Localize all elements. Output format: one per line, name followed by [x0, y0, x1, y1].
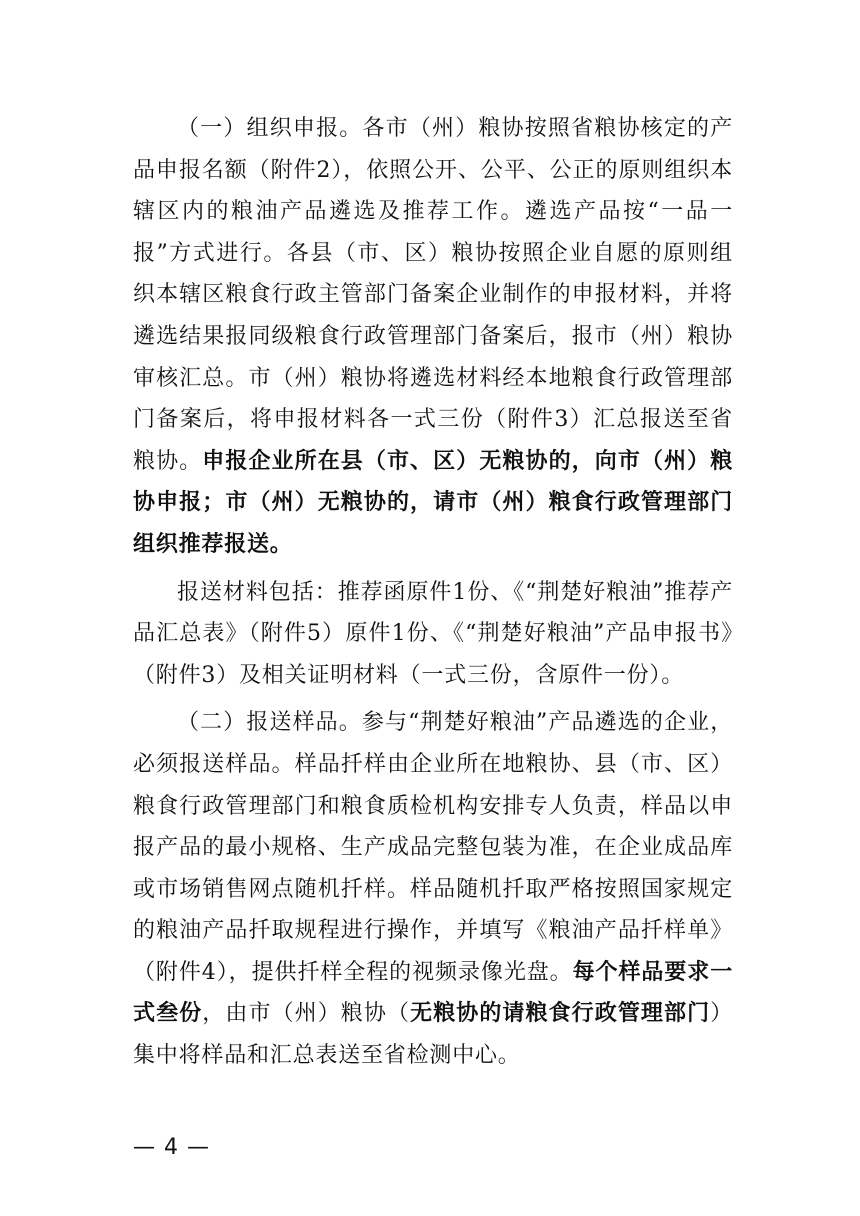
page-number: — 4 — — [133, 1135, 210, 1160]
paragraph-submission-materials — [133, 572, 733, 697]
paragraph-text: （一）组织申报。各市（州）粮协按照省粮协核定的产品申报名额（附件2），依照公开、公平、公正的原则组织本辖区内的粮油产品遴选及推荐工作。遴选产品按“一品一报”方式进行。各县（市、区）粮协按照企业自愿的原则组织本辖区粮食行政主管部门备案企业制作的申报材料，并将遴选结果报同级粮食行政管理部门备案后，报市（州）粮协审核汇总。市（州）粮协将遴选材料经本地粮食行政管理部门备案后，将申报材料各一式三份（附件3）汇总报送至省粮协。 — [133, 116, 733, 474]
paragraph-submit-samples — [133, 702, 733, 1076]
paragraph-text: ，由市（州）粮协（ — [202, 1001, 411, 1027]
document-body — [133, 108, 733, 1077]
paragraph-text: 报送材料包括：推荐函原件1份、《“荆楚好粮油”推荐产品汇总表》（附件5）原件1份、《“荆楚好粮油”产品申报书》（附件3）及相关证明材料（一式三份，含原件一份）。 — [133, 579, 733, 688]
bold-text: 无粮协的请粮食行政管理部门 — [410, 1000, 711, 1027]
paragraph-text: （二）报送样品。参与“荆楚好粮油”产品遴选的企业，必须报送样品。样品扦样由企业所在地粮协、县（市、区）粮食行政管理部门和粮食质检机构安排专人负责，样品以申报产品的最小规格、生产成品完整包装为准，在企业成品库或市场销售网点随机扦样。样品随机扦取严格按照国家规定的粮油产品扦取规程进行操作，并填写《粮油产品扦样单》（附件4），提供扦样全程的视频录像光盘。 — [133, 710, 733, 985]
bold-text: 申报企业所在县（市、区）无粮协的，向市（州）粮协申报；市（州）无粮协的，请市（州）粮食行政管理部门组织推荐报送。 — [133, 447, 733, 557]
paragraph-organize-application — [133, 108, 733, 566]
paragraph-text: ）集中将样品和汇总表送至省检测中心。 — [133, 1001, 734, 1069]
bold-text: 每个样品要求一式叁份 — [133, 958, 733, 1027]
